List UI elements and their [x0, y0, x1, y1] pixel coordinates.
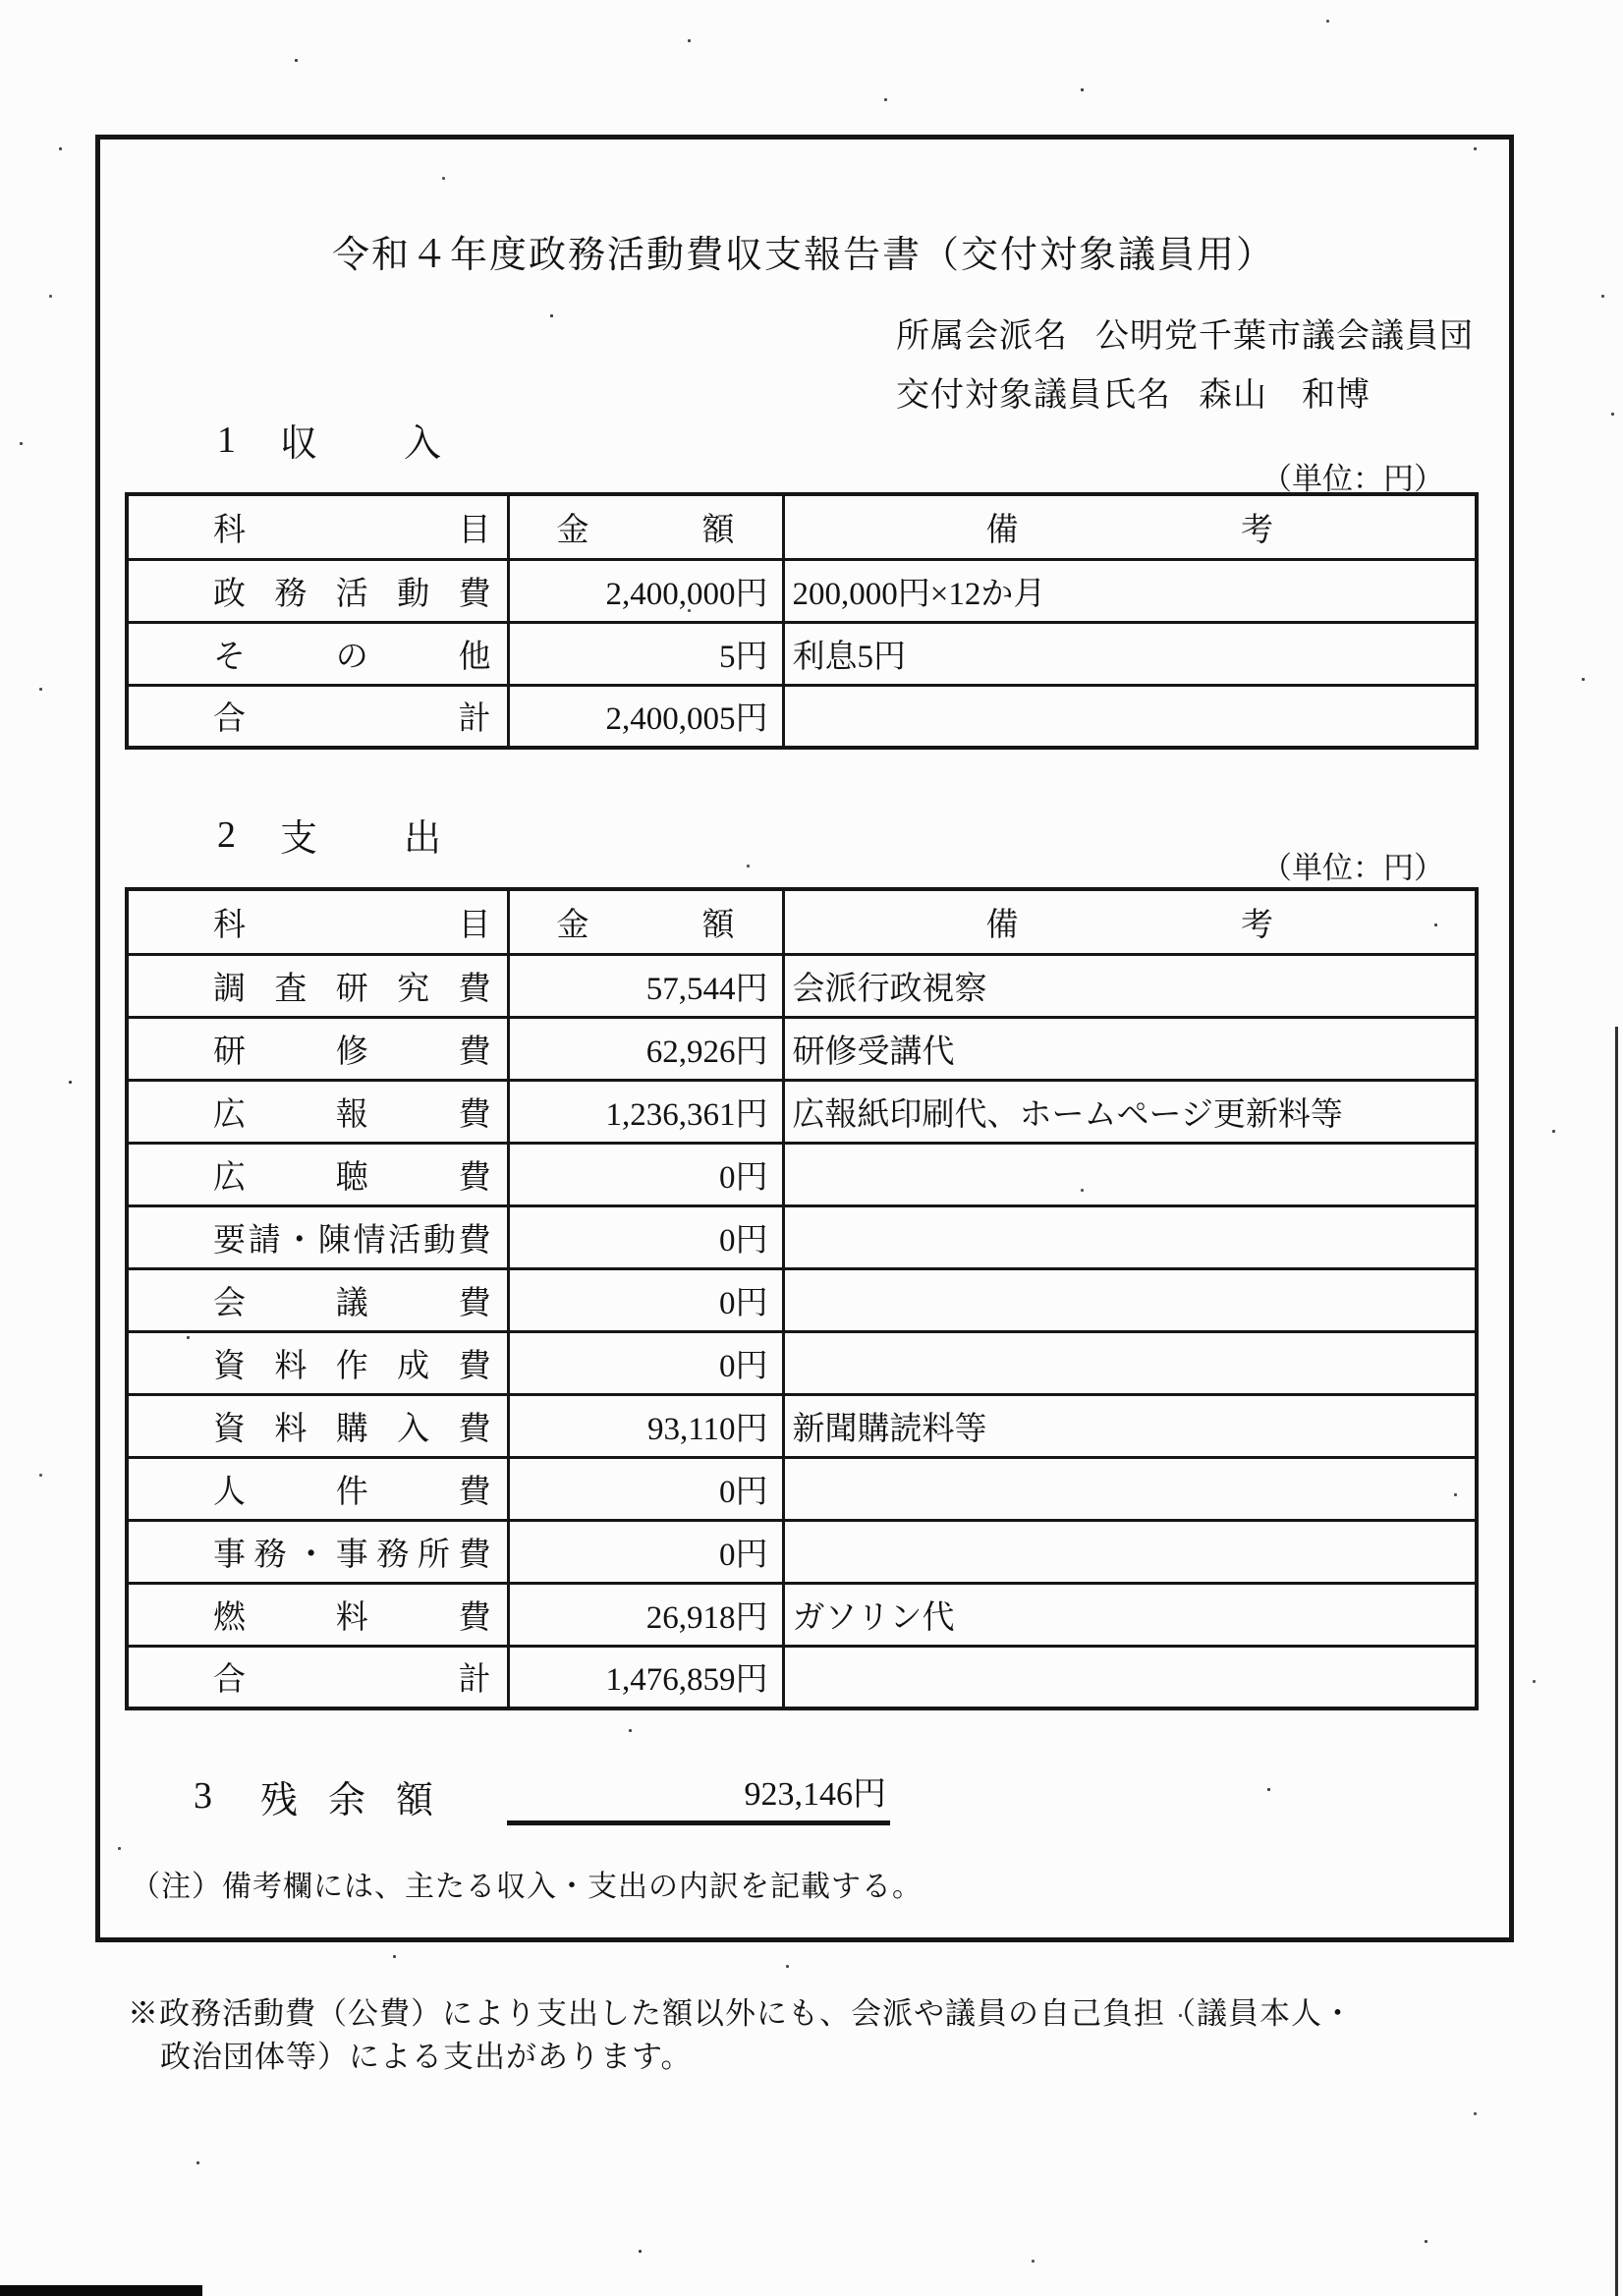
income-table-row: [127, 685, 1477, 748]
expense-item-cell: 合 計: [127, 1646, 508, 1708]
expense-amount-cell: 0円: [508, 1331, 783, 1394]
expense-table-row: [127, 1143, 1477, 1205]
expense-table-row: [127, 1331, 1477, 1394]
faction-value: 公明党千葉市議会議員団: [1095, 318, 1474, 355]
expense-table-row: [127, 1583, 1477, 1646]
income-unit-note: （単位：円）: [1261, 462, 1444, 496]
income-table: [125, 492, 1479, 750]
expense-amount-cell: 0円: [508, 1143, 783, 1205]
income-section-title: 収 入: [280, 423, 441, 465]
expense-remarks-cell: 会派行政視察: [783, 954, 1477, 1017]
expense-amount-cell: 0円: [508, 1457, 783, 1520]
expense-remarks-cell: 研修受講代: [783, 1017, 1477, 1080]
income-remarks-cell: 200,000円×12か月: [783, 559, 1477, 622]
footnote: [128, 1992, 1354, 2079]
income-amount-cell: 5円: [508, 622, 783, 685]
expense-table-row: [127, 1520, 1477, 1583]
income-remarks-cell: [783, 685, 1477, 748]
expense-amount-cell: 1,236,361円: [508, 1080, 783, 1143]
income-table-row: [127, 559, 1477, 622]
expense-item-cell: 要 請 ・ 陳 情 活 動 費: [127, 1205, 508, 1268]
expense-item-cell: 燃 料 費: [127, 1583, 508, 1646]
expense-remarks-cell: [783, 1205, 1477, 1268]
faction-line: [896, 308, 1474, 357]
expense-item-cell: 資 料 作 成 費: [127, 1331, 508, 1394]
expense-amount-cell: 57,544円: [508, 954, 783, 1017]
expense-item-cell: 会 議 費: [127, 1268, 508, 1331]
expense-amount-cell: 0円: [508, 1268, 783, 1331]
expense-remarks-cell: 新聞購読料等: [783, 1394, 1477, 1457]
expense-table: [125, 887, 1479, 1710]
expense-item-cell: 広 報 費: [127, 1080, 508, 1143]
remainder-amount-value: 923,146円: [507, 1768, 890, 1825]
expense-table-row: [127, 1205, 1477, 1268]
footnote-line-1: ※政務活動費（公費）により支出した額以外にも、会派や議員の自己負担（議員本人・: [128, 1996, 1354, 2031]
expense-table-row: [127, 954, 1477, 1017]
expense-remarks-cell: [783, 1143, 1477, 1205]
member-label: 交付対象議員氏名: [896, 377, 1171, 414]
remainder-section-heading: [194, 1768, 433, 1823]
income-col-item: 科 目: [127, 494, 508, 559]
expense-col-amount: 金 額: [508, 889, 783, 954]
expense-item-cell: 事 務 ・ 事 務 所 費: [127, 1520, 508, 1583]
remarks-column-note: （注）備考欄には、主たる収入・支出の内訳を記載する。: [131, 1871, 923, 1903]
expense-col-item: 科 目: [127, 889, 508, 954]
scan-artifact-edge: [1615, 1027, 1618, 2296]
expense-amount-cell: 26,918円: [508, 1583, 783, 1646]
expense-item-cell: 調 査 研 究 費: [127, 954, 508, 1017]
expense-amount-cell: 62,926円: [508, 1017, 783, 1080]
expense-item-cell: 研 修 費: [127, 1017, 508, 1080]
expense-amount-cell: 93,110円: [508, 1394, 783, 1457]
expense-section-number: 2: [217, 813, 236, 856]
expense-remarks-cell: 広報紙印刷代、ホームページ更新料等: [783, 1080, 1477, 1143]
income-col-amount: 金 額: [508, 494, 783, 559]
income-table-row: [127, 622, 1477, 685]
expense-remarks-cell: ガソリン代: [783, 1583, 1477, 1646]
expense-unit-note: （単位：円）: [1261, 851, 1444, 885]
expense-remarks-cell: [783, 1646, 1477, 1708]
expense-amount-cell: 0円: [508, 1205, 783, 1268]
income-amount-cell: 2,400,005円: [508, 685, 783, 748]
income-section-number: 1: [217, 419, 236, 461]
expense-remarks-cell: [783, 1331, 1477, 1394]
expense-table-row: [127, 1646, 1477, 1708]
expense-table-row: [127, 1394, 1477, 1457]
income-remarks-cell: 利息5円: [783, 622, 1477, 685]
income-col-remarks: 備 考: [783, 494, 1477, 559]
income-item-cell: 政 務 活 動 費: [127, 559, 508, 622]
member-name-value: 森山 和博: [1199, 377, 1371, 414]
expense-item-cell: 広 聴 費: [127, 1143, 508, 1205]
expense-amount-cell: 0円: [508, 1520, 783, 1583]
expense-header-row: [127, 889, 1477, 954]
expense-item-cell: 資 料 購 入 費: [127, 1394, 508, 1457]
income-section-heading: [217, 413, 441, 467]
expense-table-row: [127, 1268, 1477, 1331]
expense-table-row: [127, 1080, 1477, 1143]
expense-col-remarks: 備 考: [783, 889, 1477, 954]
expense-table-row: [127, 1017, 1477, 1080]
expense-section-heading: [217, 808, 441, 862]
faction-label: 所属会派名: [896, 318, 1068, 355]
income-item-cell: 合 計: [127, 685, 508, 748]
remainder-section-title: 残 余 額: [260, 1779, 433, 1821]
expense-amount-cell: 1,476,859円: [508, 1646, 783, 1708]
expense-section-title: 支 出: [280, 818, 441, 860]
expense-item-cell: 人 件 費: [127, 1457, 508, 1520]
member-line: [896, 367, 1371, 416]
expense-remarks-cell: [783, 1457, 1477, 1520]
income-amount-cell: 2,400,000円: [508, 559, 783, 622]
income-header-row: [127, 494, 1477, 559]
expense-table-row: [127, 1457, 1477, 1520]
footnote-line-2: 政治団体等）による支出があります。: [160, 2040, 693, 2074]
income-item-cell: そ の 他: [127, 622, 508, 685]
expense-remarks-cell: [783, 1520, 1477, 1583]
document-title: 令和４年度政務活動費収支報告書（交付対象議員用）: [331, 235, 1275, 276]
scan-noise-speckles: [295, 59, 298, 62]
scan-artifact-bar: [0, 2285, 202, 2296]
expense-remarks-cell: [783, 1268, 1477, 1331]
remainder-section-number: 3: [194, 1775, 212, 1817]
